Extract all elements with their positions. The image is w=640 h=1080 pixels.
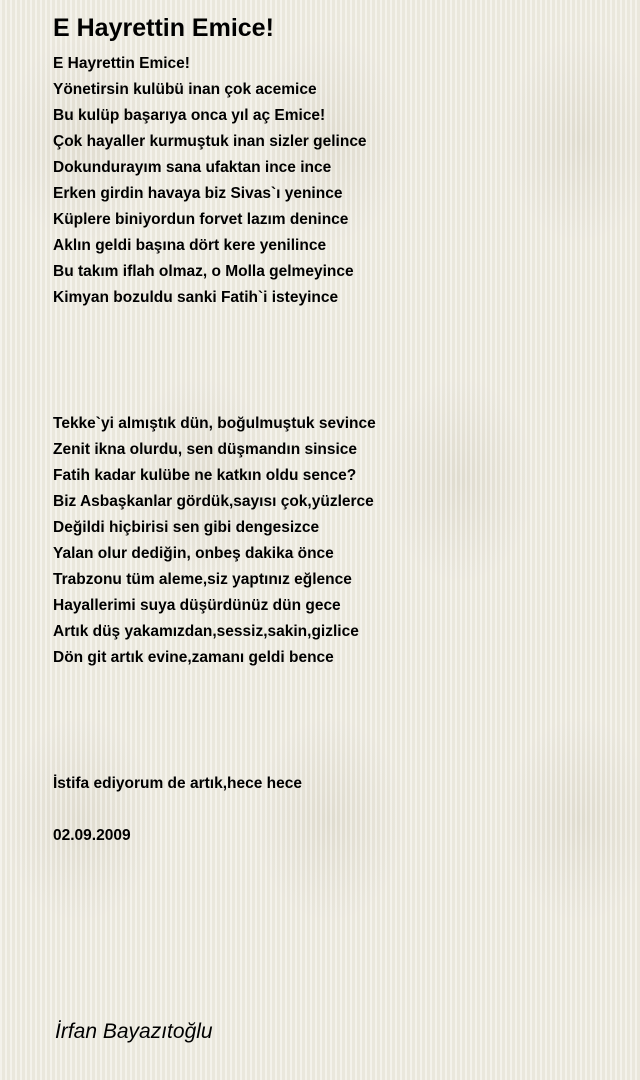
poem-line: Bu kulüp başarıya onca yıl aç Emice! — [53, 107, 326, 124]
poem-line: Yönetirsin kulübü inan çok acemice — [53, 81, 317, 98]
poem-line: İstifa ediyorum de artık,hece hece — [53, 775, 302, 792]
poem-line: Zenit ikna olurdu, sen düşmandın sinsice — [53, 441, 358, 458]
poem-line: Değildi hiçbirisi sen gibi dengesizce — [53, 519, 320, 536]
poem-date: 02.09.2009 — [53, 827, 131, 844]
poem-author: İrfan Bayazıtoğlu — [55, 1020, 213, 1043]
poem-line: Bu takım iflah olmaz, o Molla gelmeyince — [53, 263, 354, 280]
poem-line: Tekke`yi almıştık dün, boğulmuştuk sevince — [53, 415, 376, 432]
poem-line: Biz Asbaşkanlar gördük,sayısı çok,yüzlerce — [53, 493, 374, 510]
poem-line: Kimyan bozuldu sanki Fatih`i isteyince — [53, 289, 339, 306]
poem-stanza-2 — [53, 411, 376, 671]
poem-line: Aklın geldi başına dört kere yenilince — [53, 237, 327, 254]
poem-line: Yalan olur dediğin, onbeş dakika önce — [53, 545, 334, 562]
poem-stanza-3 — [53, 771, 302, 797]
poem-line: Erken girdin havaya biz Sivas`ı yenince — [53, 185, 343, 202]
poem-stanza-1 — [53, 51, 367, 311]
poem-line: Fatih kadar kulübe ne katkın oldu sence? — [53, 467, 357, 484]
poem-line: Artık düş yakamızdan,sessiz,sakin,gizlice — [53, 623, 359, 640]
poem-line: Dokundurayım sana ufaktan ince ince — [53, 159, 332, 176]
poem-line: Küplere biniyordun forvet lazım denince — [53, 211, 349, 228]
poem-title: E Hayrettin Emice! — [53, 14, 274, 42]
poem-line: Çok hayaller kurmuştuk inan sizler gelince — [53, 133, 367, 150]
poem-line: Trabzonu tüm aleme,siz yaptınız eğlence — [53, 571, 352, 588]
poem-line: E Hayrettin Emice! — [53, 55, 190, 72]
poem-line: Dön git artık evine,zamanı geldi bence — [53, 649, 334, 666]
poem-line: Hayallerimi suya düşürdünüz dün gece — [53, 597, 341, 614]
